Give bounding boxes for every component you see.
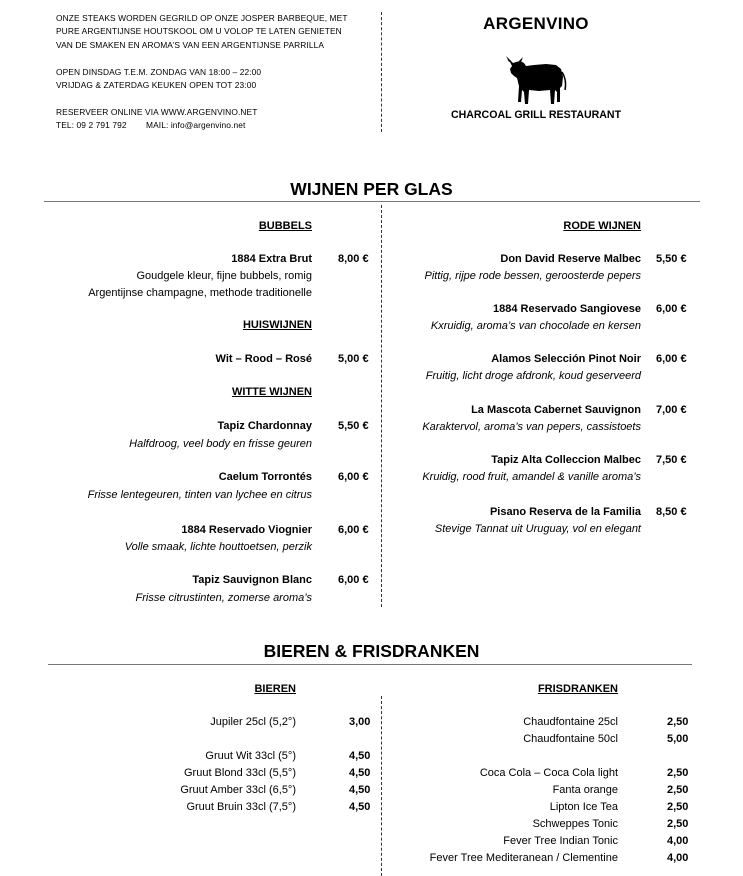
reservation-line: RESERVEER ONLINE VIA WWW.ARGENVINO.NET [56, 106, 258, 117]
soft-drink-name: Schweppes Tonic [532, 818, 618, 830]
beer-price: 4,50 [349, 750, 371, 762]
wine-description: Fruitig, licht droge afdronk, koud geserveerd [425, 370, 641, 382]
wine-name: Tapiz Alta Colleccion Malbec [491, 454, 641, 466]
beer-name: Gruut Bruin 33cl (7,5°) [186, 801, 296, 813]
wine-price: 8,50 € [656, 506, 687, 518]
soft-drink-price: 4,00 [667, 852, 689, 864]
wine-description: Argentijnse champagne, methode traditionelle [88, 287, 312, 299]
soft-drink-price: 2,50 [667, 784, 689, 796]
contact-line: TEL: 09 2 791 792 MAIL: info@argenvino.net [56, 120, 246, 131]
beer-name: Gruut Amber 33cl (6,5°) [180, 784, 296, 796]
bull-icon [504, 52, 568, 108]
beer-price: 3,00 [349, 716, 371, 728]
header-bubbels: BUBBELS [258, 220, 312, 232]
wine-price: 5,50 € [338, 420, 369, 432]
wine-description: Karaktervol, aroma’s van pepers, cassistoets [422, 421, 641, 433]
beer-name: Gruut Wit 33cl (5°) [205, 750, 296, 762]
soft-drink-name: Coca Cola – Coca Cola light [479, 767, 618, 779]
wine-description: Pittig, rijpe rode bessen, geroosterde pepers [424, 270, 641, 282]
info-line: PURE ARGENTIJNSE HOUTSKOOL OM U VOLOP TE LATEN GENIETEN [56, 26, 342, 37]
soft-drink-price: 2,50 [667, 716, 689, 728]
wine-price: 5,50 € [656, 253, 687, 265]
wine-description: Frisse citrustinten, zomerse aroma’s [135, 592, 312, 604]
soft-drink-name: Chaudfontaine 50cl [523, 733, 618, 745]
header-bieren: BIEREN [254, 683, 296, 695]
info-line: ONZE STEAKS WORDEN GEGRILD OP ONZE JOSPER BARBEQUE, MET [56, 13, 348, 23]
beer-price: 4,50 [349, 767, 371, 779]
brand-name: ARGENVINO [483, 14, 589, 33]
soft-drink-name: Chaudfontaine 25cl [523, 716, 618, 728]
wine-price: 7,00 € [656, 404, 687, 416]
header-frisdranken: FRISDRANKEN [537, 683, 618, 695]
header-huiswijnen: HUISWIJNEN [242, 319, 312, 331]
wine-name: 1884 Reservado Sangiovese [493, 303, 641, 315]
soft-drink-price: 2,50 [667, 818, 689, 830]
wine-description: Halfdroog, veel body en frisse geuren [129, 438, 312, 450]
wine-name: Tapiz Chardonnay [217, 420, 312, 432]
soft-drink-name: Fever Tree Mediteranean / Clementine [429, 852, 618, 864]
wine-name: Caelum Torrontés [218, 471, 312, 483]
wine-name: 1884 Extra Brut [231, 253, 312, 265]
tagline: CHARCOAL GRILL RESTAURANT [450, 109, 622, 121]
soft-drink-name: Fanta orange [552, 784, 618, 796]
wine-price: 8,00 € [338, 253, 369, 265]
soft-drink-price: 2,50 [667, 801, 689, 813]
wines-divider [381, 205, 382, 607]
wine-price: 5,00 € [338, 353, 369, 365]
wine-name: Alamos Selección Pinot Noir [491, 353, 641, 365]
wine-description: Goudgele kleur, fijne bubbels, romig [136, 270, 312, 282]
header-rode-wijnen: RODE WIJNEN [563, 220, 641, 232]
wine-price: 6,00 € [338, 574, 369, 586]
wine-description: Volle smaak, lichte houttoetsen, perzik [124, 541, 312, 553]
wine-description: Stevige Tannat uit Uruguay, vol en elegant [434, 523, 641, 535]
beer-name: Gruut Blond 33cl (5,5°) [183, 767, 296, 779]
restaurant-info [56, 12, 348, 133]
wines-title: WIJNEN PER GLAS [290, 179, 453, 199]
header-witte-wijnen: WITTE WIJNEN [231, 386, 312, 398]
wine-name: La Mascota Cabernet Sauvignon [471, 404, 641, 416]
beer-price: 4,50 [349, 784, 371, 796]
wine-price: 6,00 € [338, 524, 369, 536]
header-divider [381, 12, 382, 132]
wines-rule [44, 201, 700, 202]
beer-name: Jupiler 25cl (5,2°) [210, 716, 296, 728]
wine-name: 1884 Reservado Viognier [181, 524, 312, 536]
info-line: VAN DE SMAKEN EN AROMA’S VAN EEN ARGENTIJNSE PARRILLA [56, 39, 325, 50]
soft-drink-name: Fever Tree Indian Tonic [503, 835, 618, 847]
soft-drink-price: 4,00 [667, 835, 689, 847]
wine-price: 6,00 € [656, 303, 687, 315]
drinks-divider [381, 696, 382, 876]
wine-description: Kxruidig, aroma’s van chocolade en kersen [430, 320, 641, 332]
wine-price: 6,00 € [338, 471, 369, 483]
kitchen-hours: VRIJDAG & ZATERDAG KEUKEN OPEN TOT 23:00 [56, 80, 257, 91]
wine-name: Tapiz Sauvignon Blanc [192, 574, 312, 586]
opening-hours: OPEN DINSDAG T.E.M. ZONDAG VAN 18:00 – 22:00 [56, 66, 262, 77]
soft-drink-price: 2,50 [667, 767, 689, 779]
info-spacer [56, 52, 348, 65]
wine-description: Frisse lentegeuren, tinten van lychee en citrus [87, 489, 312, 501]
soft-drink-name: Lipton Ice Tea [549, 801, 618, 813]
drinks-title: BIEREN & FRISDRANKEN [263, 641, 480, 661]
wine-name: Don David Reserve Malbec [500, 253, 641, 265]
wine-price: 6,00 € [656, 353, 687, 365]
beer-price: 4,50 [349, 801, 371, 813]
wine-name: Pisano Reserva de la Familia [489, 506, 641, 518]
wine-description: Kruidig, rood fruit, amandel & vanille aroma’s [422, 471, 641, 483]
info-spacer [56, 92, 348, 105]
soft-drink-price: 5,00 [667, 733, 689, 745]
wine-price: 7,50 € [656, 454, 687, 466]
drinks-rule [48, 664, 692, 665]
wine-name: Wit – Rood – Rosé [215, 353, 312, 365]
